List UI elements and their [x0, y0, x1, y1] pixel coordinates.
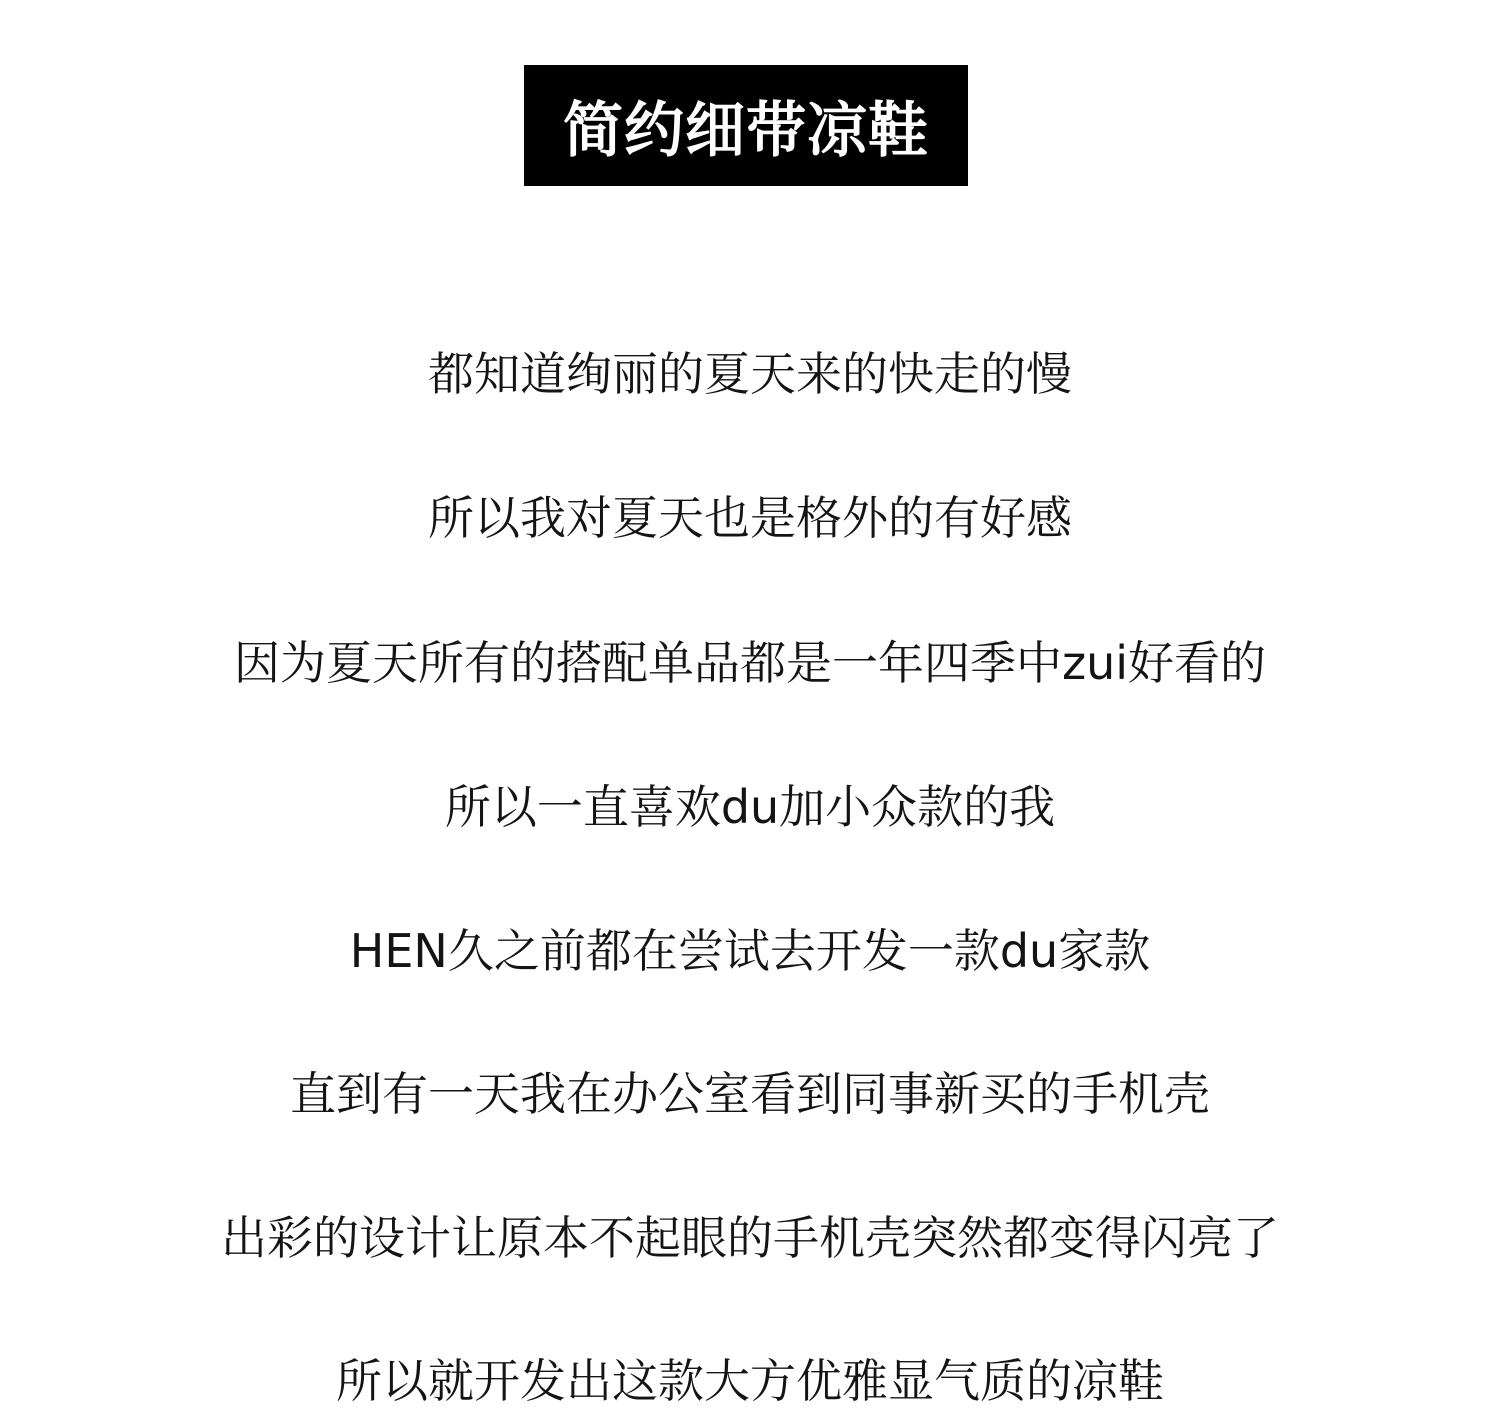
text-line: 所以一直喜欢du加小众款的我 — [444, 780, 1056, 834]
text-line: 所以我对夏天也是格外的有好感 — [428, 491, 1072, 545]
text-line: 直到有一天我在办公室看到同事新买的手机壳 — [290, 1067, 1210, 1121]
text-line: HEN久之前都在尝试去开发一款du家款 — [349, 924, 1151, 978]
text-line: 因为夏天所有的搭配单品都是一年四季中zui好看的 — [233, 636, 1267, 690]
text-line: 出彩的设计让原本不起眼的手机壳突然都变得闪亮了 — [221, 1211, 1279, 1265]
page-title: 简约细带凉鞋 — [563, 95, 929, 166]
text-line: 所以就开发出这款大方优雅显气质的凉鞋 — [336, 1354, 1164, 1408]
text-line: 都知道绚丽的夏天来的快走的慢 — [428, 347, 1072, 401]
